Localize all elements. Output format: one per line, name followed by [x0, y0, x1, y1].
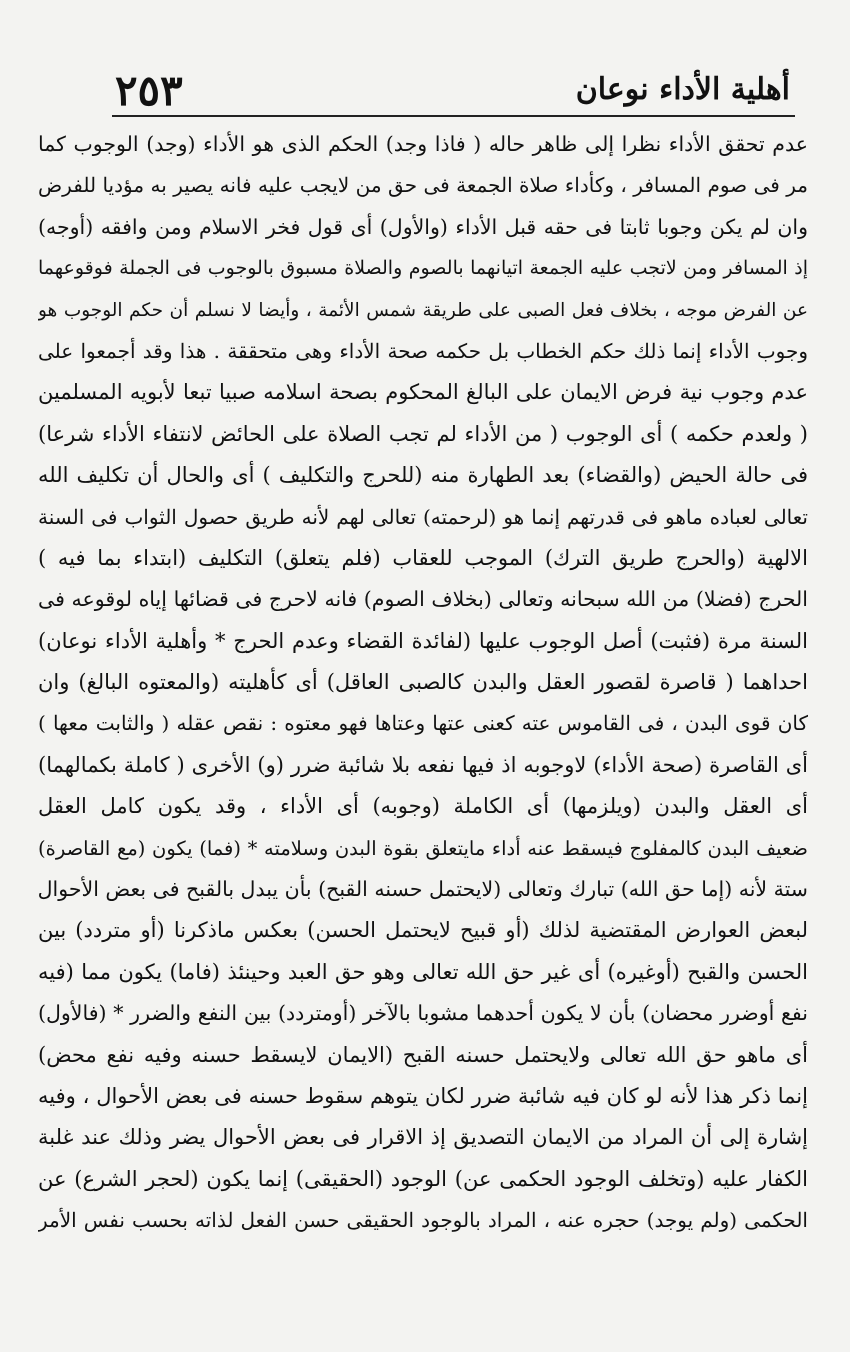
- text-line: أى القاصرة (صحة الأداء) لاوجوبه اذ فيها نفعه بلا شائبة ضرر (و) الأخرى ( كاملة بكمالهما): [38, 752, 808, 777]
- text-line: وان لم يكن وجوبا ثابتا فى حقه قبل الأداء (والأول) أى قول فخر الاسلام ومن وافقه (أوجه): [38, 214, 808, 239]
- text-line: تعالى لعباده ماهو فى قدرتهم إنما هو (لرحمته) تعالى لهم لأنه طريق حصول الثواب فى السنة: [38, 504, 808, 529]
- text-line: مر فى صوم المسافر ، وكأداء صلاة الجمعة فى حق من لايجب عليه فانه يصير به مؤديا للفرض: [38, 173, 808, 198]
- text-line: عدم وجوب نية فرض الايمان على البالغ المحكوم بصحة اسلامه صبيا تبعا لأبويه المسلمين: [38, 380, 808, 405]
- text-line: لبعض العوارض المقتضية لذلك (أو قبيح لايحتمل الحسن) بعكس ماذكرنا (أو متردد) بين: [38, 918, 808, 943]
- text-line: السنة مرة (فثبت) أصل الوجوب عليها (لفائدة القضاء وعدم الحرج * وأهلية الأداء نوعان): [38, 628, 808, 653]
- text-line: أى ماهو حق الله تعالى ولايحتمل حسنه القبح (الايمان لايسقط حسنه وفيه نفع محض): [38, 1042, 808, 1067]
- text-line: الكفار عليه (وتخلف الوجود الحكمى عن) الوجود (الحقيقى) إنما يكون (لحجر الشرع) عن: [38, 1166, 808, 1191]
- page-body: [38, 124, 808, 1242]
- text-line: إنما ذكر هذا لأنه لو كان فيه شائبة ضرر لكان يتوهم سقوط حسنه فى بعض الأحوال ، وفيه: [38, 1083, 808, 1108]
- text-line: عدم تحقق الأداء نظرا إلى ظاهر حاله ( فاذا وجد) الحكم الذى هو الأداء (وجد) الوجوب كما: [38, 132, 808, 156]
- page-header: [115, 66, 790, 115]
- text-line: ستة لأنه (إما حق الله) تبارك وتعالى (لايحتمل حسنه القبح) بأن يبدل بالقبح فى بعض الأحوال: [38, 877, 808, 902]
- text-line: عن الفرض موجه ، بخلاف فعل الصبى على طريقة شمس الأئمة ، وأيضا لا نسلم أن حكم الوجوب هو: [38, 299, 808, 321]
- page-number: ٢٥٣: [115, 66, 183, 115]
- text-line: الحرج (فضلا) من الله سبحانه وتعالى (بخلاف الصوم) فانه لاحرج فى قضائها إياه لوقوعه فى: [38, 587, 808, 612]
- text-line: إذ المسافر ومن لاتجب عليه الجمعة اتيانهما بالصوم والصلاة مسبوق بالوجوب فى الجملة فوقوعهما: [38, 257, 808, 280]
- header-rule: [112, 115, 795, 117]
- text-line: فى حالة الحيض (والقضاء) بعد الطهارة منه (للحرج والتكليف ) أى والحال أن تكليف الله: [38, 463, 808, 488]
- text-line: أى العقل والبدن (ويلزمها) أى الكاملة (وجوبه) أى الأداء ، وقد يكون كامل العقل: [38, 794, 808, 819]
- running-title: أهلية الأداء نوعان: [575, 72, 790, 107]
- text-line: الحكمى (ولم يوجد) حجره عنه ، المراد بالوجود الحقيقى حسن الفعل لذاته بحسب نفس الأمر: [38, 1208, 808, 1233]
- text-line: احداهما ( قاصرة لقصور العقل والبدن كالصبى العاقل) أى كأهليته (والمعتوه البالغ) وان: [38, 670, 808, 695]
- text-line: الالهية (والحرج طريق الترك) الموجب للعقاب (فلم يتعلق) التكليف (ابتداء بما فيه ): [38, 545, 808, 570]
- text-line: الحسن والقبح (أوغيره) أى غير حق الله تعالى وهو حق العبد وحينئذ (فاما) يكون مما (فيه: [38, 959, 808, 984]
- text-line: كان قوى البدن ، فى القاموس عته كعنى عتها وعتاها فهو معتوه : نقص عقله ( والثابت معها ): [38, 711, 808, 736]
- text-line: وجوب الأداء إنما ذلك حكم الخطاب بل حكمه صحة الأداء وهى متحققة . هذا وقد أجمعوا على: [38, 338, 808, 363]
- text-line: ( ولعدم حكمه ) أى الوجوب ( من الأداء لم تجب الصلاة على الحائض لانتفاء الأداء شرعا): [38, 421, 808, 446]
- text-line: نفع أوضرر محضان) بأن لا يكون أحدهما مشوبا بالآخر (أومتردد) بين النفع والضرر * (فالأول): [38, 1001, 808, 1026]
- text-line: ضعيف البدن كالمفلوج فيسقط عنه أداء مايتعلق بقوة البدن وسلامته * (فما) يكون (مع القاصرة): [38, 836, 808, 860]
- text-line: إشارة إلى أن المراد من الايمان التصديق إذ الاقرار فى بعض الأحوال يضر وذلك عند غلبة: [38, 1125, 808, 1150]
